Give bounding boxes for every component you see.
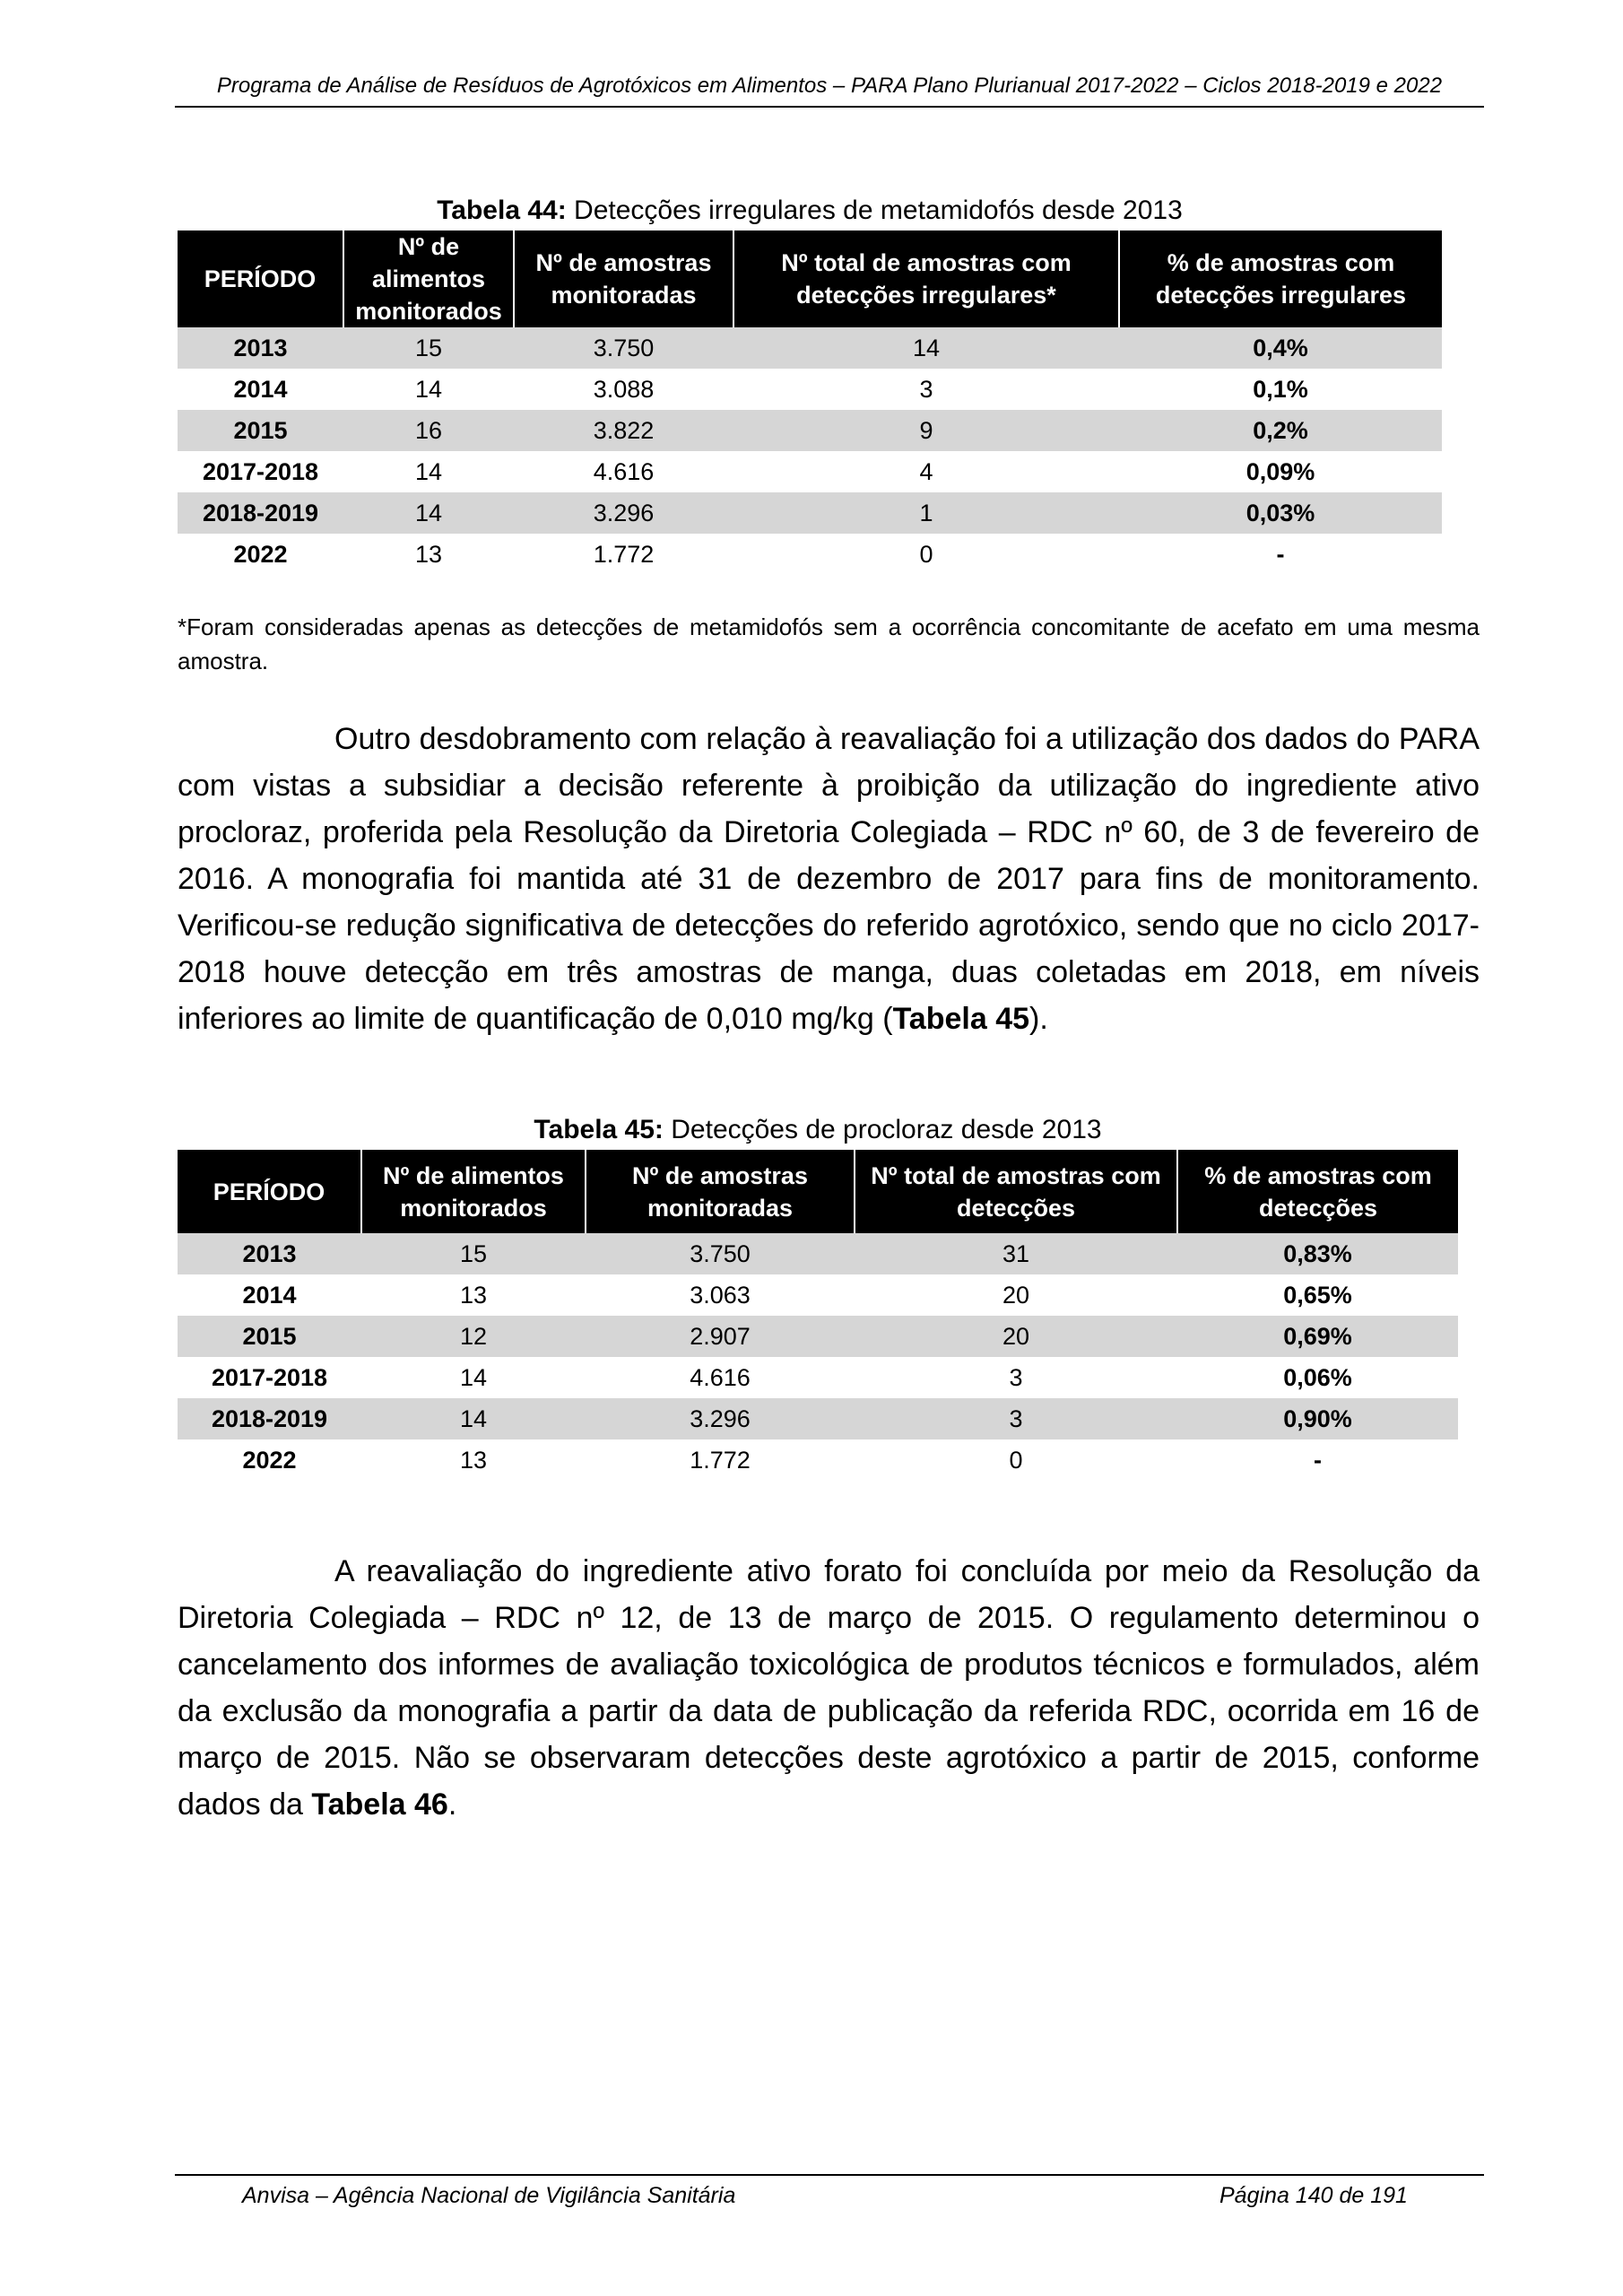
cell-alimentos: 14	[414, 375, 443, 403]
cell-percentual: 0,65%	[1283, 1281, 1352, 1309]
cell-total: 20	[855, 1316, 1177, 1357]
cell-percentual: -	[1314, 1446, 1322, 1474]
table-row	[178, 534, 1442, 575]
cell-percentual: 0,83%	[1177, 1233, 1458, 1274]
col-header-amostras: Nº de amostras monitoradas	[586, 1150, 855, 1233]
paragraph-procloraz	[178, 716, 1480, 1042]
cell-amostras: 4.616	[593, 457, 655, 485]
cell-total: 9	[733, 410, 1119, 451]
cell-alimentos: 13	[459, 1446, 488, 1474]
col-header-periodo: PERÍODO	[178, 1150, 361, 1233]
table-45	[178, 1150, 1458, 1481]
cell-total: 31	[855, 1233, 1177, 1274]
cell-total: 0	[1009, 1446, 1023, 1474]
table-45-caption-label: Tabela 45:	[534, 1115, 664, 1144]
cell-periodo: 2018-2019	[178, 1398, 361, 1439]
cell-alimentos: 14	[361, 1398, 586, 1439]
cell-alimentos: 16	[343, 410, 514, 451]
col-header-alimentos: Nº de alimentos monitorados	[361, 1150, 586, 1233]
cell-periodo: 2022	[242, 1446, 297, 1474]
table-row	[178, 451, 1442, 492]
cell-total: 14	[733, 327, 1119, 369]
cell-alimentos: 12	[361, 1316, 586, 1357]
table-row	[178, 1398, 1458, 1439]
table-row	[178, 1233, 1458, 1274]
col-header-amostras: Nº de amostras monitoradas	[514, 230, 733, 327]
page-number: Página 140 de 191	[1219, 2183, 1408, 2208]
table-45-caption-text: Detecções de procloraz desde 2013	[663, 1115, 1102, 1144]
cell-amostras: 3.750	[586, 1233, 855, 1274]
table-row	[178, 327, 1442, 369]
cell-total: 0	[919, 540, 933, 568]
cell-amostras: 3.296	[514, 492, 733, 534]
cell-percentual: 0,03%	[1119, 492, 1442, 534]
cell-periodo: 2014	[242, 1281, 297, 1309]
col-header-percentual: % de amostras com detecções irregulares	[1119, 230, 1442, 327]
cell-amostras: 4.616	[690, 1363, 751, 1391]
cell-periodo: 2013	[178, 1233, 361, 1274]
cell-periodo: 2022	[233, 540, 288, 568]
cell-percentual: 0,90%	[1177, 1398, 1458, 1439]
cell-amostras: 3.750	[514, 327, 733, 369]
cell-alimentos: 13	[459, 1281, 488, 1309]
paragraph-procloraz-end: ).	[1029, 1002, 1048, 1036]
table-row	[178, 1439, 1458, 1481]
footer-agency: Anvisa – Agência Nacional de Vigilância Sanitária	[242, 2183, 736, 2208]
cell-periodo: 2017-2018	[202, 457, 319, 485]
table-44-caption-label: Tabela 44:	[437, 196, 567, 225]
cell-periodo: 2018-2019	[178, 492, 343, 534]
table-44-header-row	[178, 230, 1442, 327]
col-header-percentual: % de amostras com detecções	[1177, 1150, 1458, 1233]
cell-alimentos: 14	[414, 457, 443, 485]
table-44-caption	[178, 196, 1442, 226]
cell-periodo: 2015	[178, 410, 343, 451]
paragraph-forato	[178, 1548, 1480, 1828]
cell-percentual: -	[1276, 540, 1285, 568]
cell-total: 20	[1002, 1281, 1030, 1309]
col-header-total-deteccoes: Nº total de amostras com detecções irregulares*	[733, 230, 1119, 327]
table-45-header-row	[178, 1150, 1458, 1233]
cell-amostras: 2.907	[586, 1316, 855, 1357]
cell-total: 1	[733, 492, 1119, 534]
cell-periodo: 2013	[178, 327, 343, 369]
cell-amostras: 3.063	[690, 1281, 751, 1309]
table-44-caption-text: Detecções irregulares de metamidofós desde 2013	[566, 196, 1183, 225]
cell-percentual: 0,4%	[1119, 327, 1442, 369]
cell-amostras: 3.088	[593, 375, 655, 403]
cell-alimentos: 13	[414, 540, 443, 568]
cell-total: 3	[855, 1398, 1177, 1439]
cell-periodo: 2017-2018	[211, 1363, 328, 1391]
table-45-caption	[178, 1115, 1458, 1145]
cell-alimentos: 15	[343, 327, 514, 369]
cell-percentual: 0,09%	[1245, 457, 1315, 485]
cell-periodo: 2014	[233, 375, 288, 403]
col-header-total-deteccoes: Nº total de amostras com detecções	[855, 1150, 1177, 1233]
cell-percentual: 0,2%	[1119, 410, 1442, 451]
cell-amostras: 1.772	[690, 1446, 751, 1474]
cell-alimentos: 15	[361, 1233, 586, 1274]
cell-periodo: 2015	[178, 1316, 361, 1357]
col-header-alimentos: Nº de alimentos monitorados	[343, 230, 514, 327]
table-row	[178, 410, 1442, 451]
cell-total: 3	[919, 375, 933, 403]
paragraph-forato-end: .	[447, 1787, 457, 1822]
footer-divider	[175, 2174, 1484, 2176]
cell-percentual: 0,1%	[1253, 375, 1308, 403]
table-row	[178, 1357, 1458, 1398]
cell-percentual: 0,69%	[1177, 1316, 1458, 1357]
table-44	[178, 230, 1442, 575]
paragraph-procloraz-text: Outro desdobramento com relação à reavaliação foi a utilização dos dados do PARA com vistas a subsidiar a decisão referente à proibição da utilização do ingrediente ativo procloraz, proferida pela Resolução da Diretoria Colegiada – RDC nº 60, de 3 de fevereiro de 2016. A monografia foi mantida até 31 de dezembro de 2017 para fins de monitoramento. Verificou-se redução significativa de detecções do referido agrotóxico, sendo que no ciclo 2017-2018 houve detecção em três amostras de manga, duas coletadas em 2018, em níveis inferiores ao limite de quantificação de 0,010 mg/kg (	[178, 722, 1480, 1036]
cell-amostras: 1.772	[593, 540, 655, 568]
table-row	[178, 369, 1442, 410]
cell-percentual: 0,06%	[1283, 1363, 1352, 1391]
table-row	[178, 492, 1442, 534]
table-46-reference: Tabela 46	[311, 1787, 448, 1822]
cell-amostras: 3.822	[514, 410, 733, 451]
cell-total: 3	[1009, 1363, 1023, 1391]
table-45-reference: Tabela 45	[892, 1002, 1030, 1036]
cell-alimentos: 14	[459, 1363, 488, 1391]
cell-alimentos: 14	[343, 492, 514, 534]
col-header-periodo: PERÍODO	[178, 230, 343, 327]
table-44-footnote: *Foram consideradas apenas as detecções de metamidofós sem a ocorrência concomitante de acefato em uma mesma amostra.	[178, 613, 1480, 674]
cell-amostras: 3.296	[586, 1398, 855, 1439]
page-header: Programa de Análise de Resíduos de Agrotóxicos em Alimentos – PARA Plano Plurianual 2017-2022 – Ciclos 2018-2019 e 2022	[175, 74, 1484, 108]
table-row	[178, 1274, 1458, 1316]
paragraph-forato-text: A reavaliação do ingrediente ativo forato foi concluída por meio da Resolução da Diretoria Colegiada – RDC nº 12, de 13 de março de 2015. O regulamento determinou o cancelamento dos informes de avaliação toxicológica de produtos técnicos e formulados, além da exclusão da monografia a partir da data de publicação da referida RDC, ocorrida em 16 de março de 2015. Não se observaram detecções deste agrotóxico a partir de 2015, conforme dados da	[178, 1554, 1480, 1822]
cell-total: 4	[919, 457, 933, 485]
table-row	[178, 1316, 1458, 1357]
